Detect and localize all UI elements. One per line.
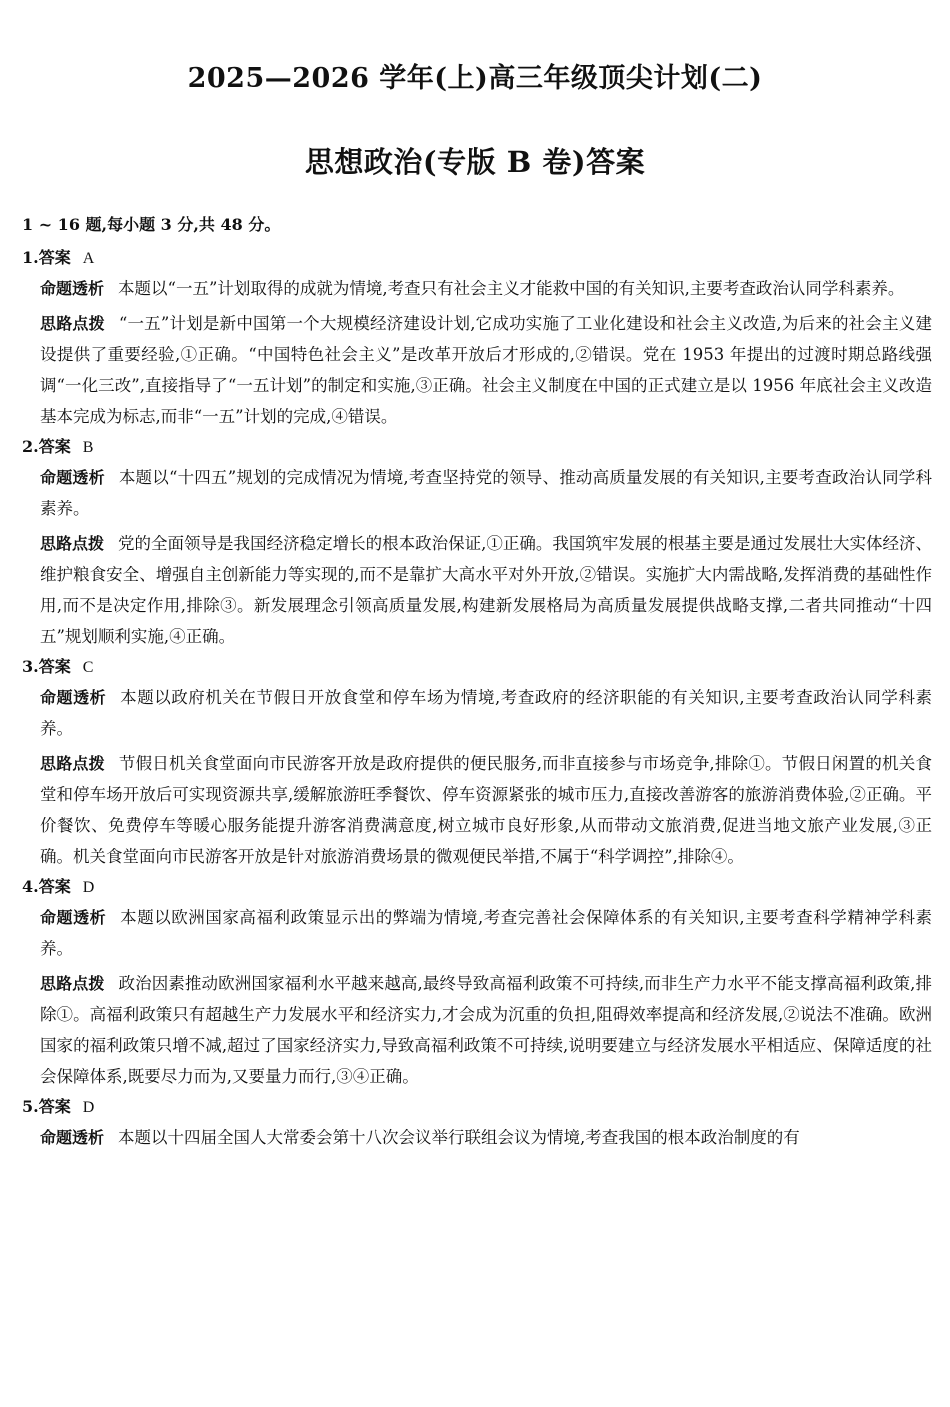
answer-label: 答案 xyxy=(38,657,71,676)
analysis-label: 命题透析 xyxy=(40,279,105,298)
question-header xyxy=(22,872,932,902)
document-subtitle: 思想政治(专版 B 卷)答案 xyxy=(304,145,646,179)
analysis-text: 本题以“一五”计划取得的成就为情境,考查只有社会主义才能救中国的有关知识,主要考查政治认同学科素养。 xyxy=(118,279,905,298)
question-header xyxy=(22,432,932,462)
answer-value: D xyxy=(82,879,95,896)
thinking-text: 党的全面领导是我国经济稳定增长的根本政治保证,①正确。我国筑牢发展的根基主要是通过发展壮大实体经济、维护粮食安全、增强自主创新能力等实现的,而不是靠扩大高水平对外开放,②错误。实施扩大内需战略,发挥消费的基础性作用,而不是决定作用,排除③。新发展理念引领高质量发展,构建新发展格局为高质量发展提供战略支撑,二者共同推动“十四五”规划顺利实施,④正确。 xyxy=(40,534,932,646)
thinking-text: 政治因素推动欧洲国家福利水平越来越高,最终导致高福利政策不可持续,而非生产力水平不能支撑高福利政策,排除①。高福利政策只有超越生产力发展水平和经济实力,才会成为沉重的负担,阻碍效率提高和经济发展,②说法不准确。欧洲国家的福利政策只增不减,超过了国家经济实力,导致高福利政策不可持续,说明要建立与经济发展水平相适应、保障适度的社会保障体系,既要尽力而为,又要量力而行,③④正确。 xyxy=(40,974,932,1086)
thinking-text: 节假日机关食堂面向市民游客开放是政府提供的便民服务,而非直接参与市场竞争,排除①。节假日闲置的机关食堂和停车场开放后可实现资源共享,缓解旅游旺季餐饮、停车资源紧张的城市压力,直接改善游客的旅游消费体验,②正确。平价餐饮、免费停车等暖心服务能提升游客消费满意度,树立城市良好形象,从而带动文旅消费,促进当地文旅产业发展,③正确。机关食堂面向市民游客开放是针对旅游消费场景的微观便民举措,不属于“科学调控”,排除④。 xyxy=(40,754,932,866)
question-3 xyxy=(22,652,932,872)
analysis-text: 本题以政府机关在节假日开放食堂和停车场为情境,考查政府的经济职能的有关知识,主要考查政治认同学科素养。 xyxy=(40,688,932,738)
thinking-paragraph xyxy=(40,748,932,872)
analysis-label: 命题透析 xyxy=(40,688,107,707)
answer-label: 答案 xyxy=(38,248,71,267)
answer-value: D xyxy=(82,1099,95,1116)
answer-label: 答案 xyxy=(38,877,71,896)
answer-value: A xyxy=(82,250,95,267)
question-number: 3. xyxy=(22,657,39,676)
analysis-label: 命题透析 xyxy=(40,908,107,927)
thinking-paragraph xyxy=(40,968,932,1092)
question-2 xyxy=(22,432,932,652)
analysis-text: 本题以“十四五”规划的完成情况为情境,考查坚持党的领导、推动高质量发展的有关知识,主要考查政治认同学科素养。 xyxy=(40,468,932,518)
question-5 xyxy=(22,1092,932,1153)
analysis-text: 本题以十四届全国人大常委会第十八次会议举行联组会议为情境,考查我国的根本政治制度的有 xyxy=(118,1128,800,1147)
analysis-paragraph xyxy=(40,462,932,524)
section-intro: 1 ~ 16 题,每小题 3 分,共 48 分。 xyxy=(22,215,281,234)
question-number: 2. xyxy=(22,437,39,456)
thinking-label: 思路点拨 xyxy=(40,974,105,993)
answer-label: 答案 xyxy=(38,1097,71,1116)
answer-value: C xyxy=(82,659,94,676)
analysis-text: 本题以欧洲国家高福利政策显示出的弊端为情境,考查完善社会保障体系的有关知识,主要考查科学精神学科素养。 xyxy=(40,908,932,958)
thinking-paragraph xyxy=(40,528,932,652)
thinking-label: 思路点拨 xyxy=(40,754,105,773)
analysis-paragraph xyxy=(40,273,932,304)
question-number: 4. xyxy=(22,877,39,896)
thinking-text: “一五”计划是新中国第一个大规模经济建设计划,它成功实施了工业化建设和社会主义改造,为后来的社会主义建设提供了重要经验,①正确。“中国特色社会主义”是改革开放后才形成的,②错误。党在 1953 年提出的过渡时期总路线强调“一化三改”,直接指导了“一五计划”的制定和实施,③正确。社会主义制度在中国的正式建立是以 1956 年底社会主义改造基本完成为标志,而非“一五”计划的完成,④错误。 xyxy=(40,314,932,426)
analysis-paragraph xyxy=(40,1122,932,1153)
answer-value: B xyxy=(82,439,94,456)
analysis-label: 命题透析 xyxy=(40,468,105,487)
questions-list xyxy=(22,243,932,1153)
question-header xyxy=(22,1092,932,1122)
analysis-paragraph xyxy=(40,682,932,744)
document-title: 2025—2026 学年(上)高三年级顶尖计划(二) xyxy=(187,63,763,94)
answer-label: 答案 xyxy=(38,437,71,456)
thinking-paragraph xyxy=(40,308,932,432)
question-1 xyxy=(22,243,932,432)
question-4 xyxy=(22,872,932,1092)
question-number: 5. xyxy=(22,1097,39,1116)
question-header xyxy=(22,652,932,682)
thinking-label: 思路点拨 xyxy=(40,534,105,553)
thinking-label: 思路点拨 xyxy=(40,314,105,333)
question-header xyxy=(22,243,932,273)
analysis-label: 命题透析 xyxy=(40,1128,105,1147)
question-number: 1. xyxy=(22,248,39,267)
analysis-paragraph xyxy=(40,902,932,964)
